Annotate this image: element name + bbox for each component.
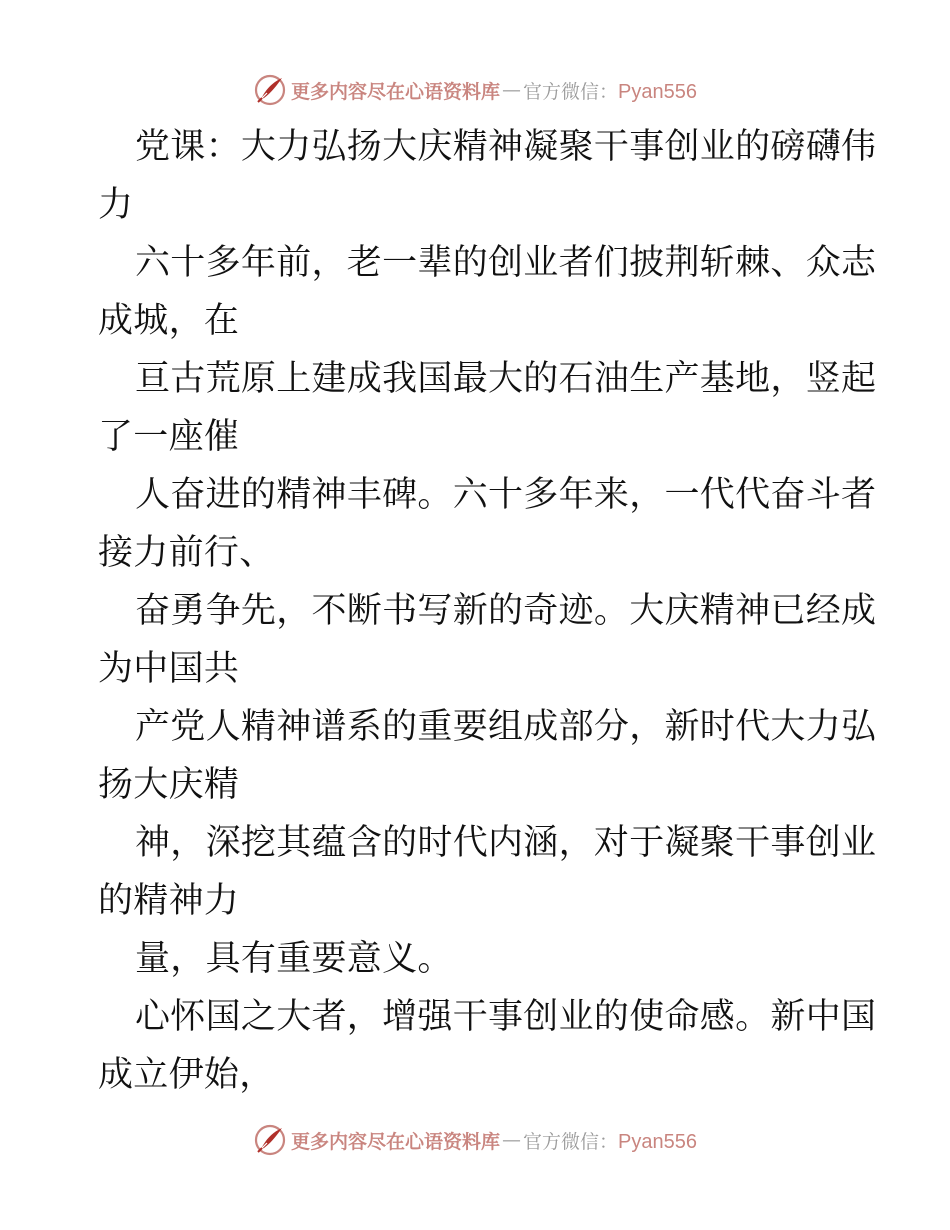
text-line: 成城，在 [98, 301, 240, 341]
text-line: 为中国共 [98, 649, 240, 689]
text-line: 六十多年前，老一辈的创业者们披荆斩棘、众志 [135, 243, 877, 283]
text-line: 接力前行、 [98, 533, 275, 573]
watermark-contact-id: Pyan556 [618, 1130, 697, 1153]
watermark-contact-id: Pyan556 [618, 80, 697, 103]
quill-logo-icon [253, 1123, 287, 1157]
watermark-contact [523, 1127, 697, 1154]
text-line: 神，深挖其蕴含的时代内涵，对于凝聚干事创业 [135, 823, 877, 863]
watermark-text: 更多内容尽在心语资料库 [291, 1130, 501, 1153]
watermark-contact-label: 官方微信： [523, 80, 619, 103]
text-line: 产党人精神谱系的重要组成部分，新时代大力弘 [135, 707, 877, 747]
watermark-separator: — [502, 1129, 522, 1151]
quill-logo-icon [253, 73, 287, 107]
text-line: 力 [98, 185, 134, 225]
watermark-contact [523, 77, 697, 104]
text-line: 成立伊始， [98, 1055, 275, 1095]
document-body [98, 118, 877, 1104]
footer-watermark [0, 1120, 950, 1160]
text-line: 的精神力 [98, 881, 240, 921]
watermark-contact-label: 官方微信： [523, 1130, 619, 1153]
watermark-separator: — [502, 79, 522, 101]
text-line: 人奋进的精神丰碑。六十多年来，一代代奋斗者 [135, 475, 877, 515]
text-line: 心怀国之大者，增强干事创业的使命感。新中国 [135, 997, 877, 1037]
watermark-text: 更多内容尽在心语资料库 [291, 80, 501, 103]
text-line: 亘古荒原上建成我国最大的石油生产基地，竖起 [135, 359, 877, 399]
text-line: 了一座催 [98, 417, 240, 457]
header-watermark [0, 70, 950, 110]
text-line: 奋勇争先，不断书写新的奇迹。大庆精神已经成 [135, 591, 877, 631]
text-line: 扬大庆精 [98, 765, 240, 805]
text-line: 量，具有重要意义。 [135, 939, 453, 979]
text-line: 党课：大力弘扬大庆精神凝聚干事创业的磅礴伟 [135, 127, 877, 167]
